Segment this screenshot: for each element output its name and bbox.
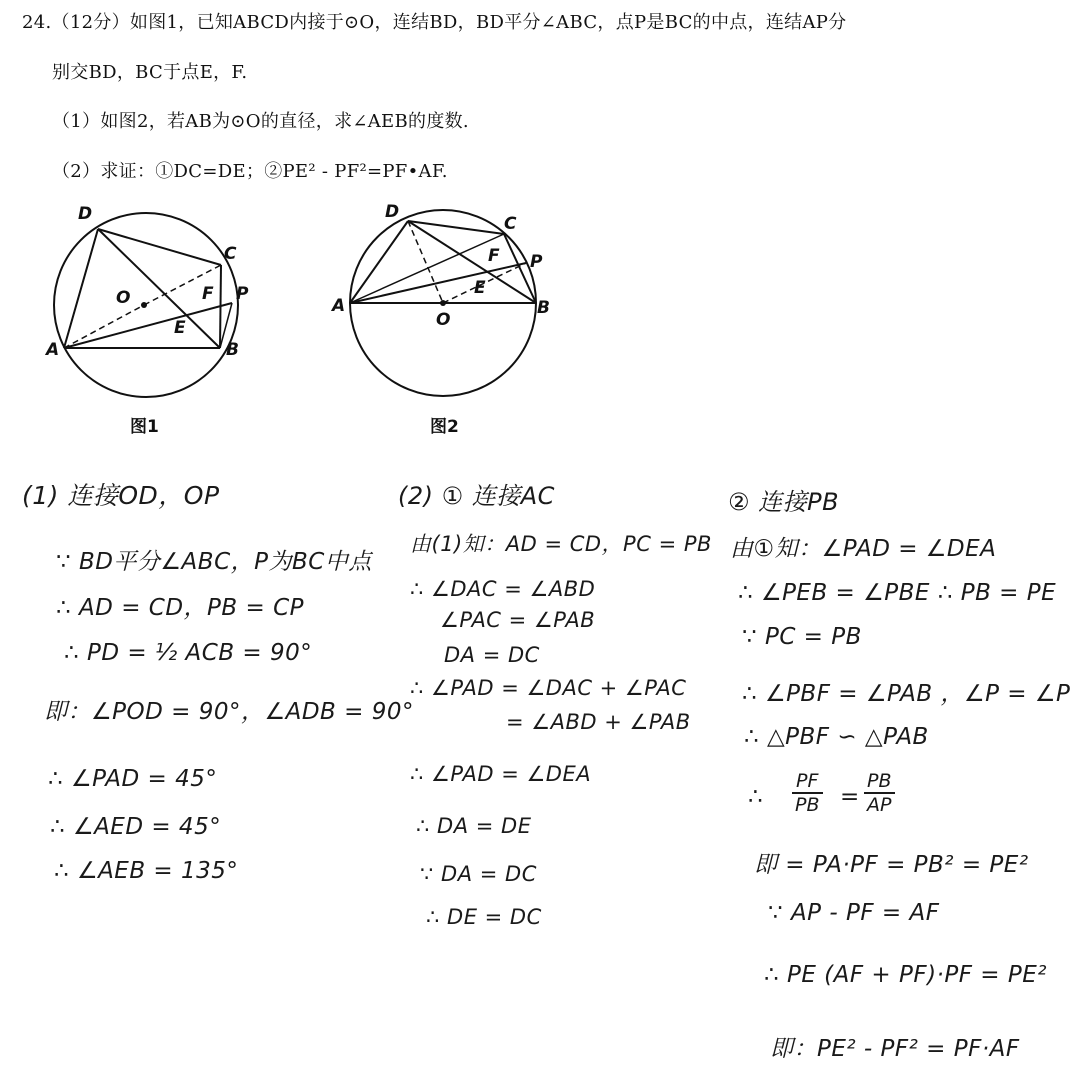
- solution3-line: ∵ AP - PF = AF: [768, 900, 940, 926]
- solution3-line: 由①知：∠PAD = ∠DEA: [730, 536, 997, 562]
- solution3-line: ∵ PC = PB: [742, 624, 862, 650]
- solution1-line: ∴ PD = ½ ACB = 90°: [64, 640, 313, 666]
- fig1-label-C: C: [224, 244, 237, 264]
- figure-1-diagram: [40, 200, 270, 410]
- solution1-line: ∵ BD平分∠ABC，P为BC中点: [56, 549, 372, 575]
- problem-line-2: 别交BD，BC于点E，F.: [52, 62, 248, 83]
- fig2-label-P: P: [530, 252, 543, 272]
- fraction-pb-ap: [864, 770, 895, 816]
- fig2-label-A: A: [332, 296, 346, 316]
- solution2-line: 由(1)知：AD = CD，PC = PB: [410, 532, 712, 556]
- fig1-label-D: D: [78, 204, 93, 224]
- solution3-line: ∴ PE (AF + PF)·PF = PE²: [764, 962, 1047, 988]
- problem-line-1: 24.（12分）如图1，已知ABCD内接于⊙O，连结BD，BD平分∠ABC，点P是BC的中点，连结AP分: [22, 12, 847, 33]
- solution2-line: ∠PAC = ∠PAB: [440, 608, 596, 632]
- solution3-title: ② 连接PB: [728, 488, 840, 516]
- solution2-line: DA = DC: [444, 643, 540, 667]
- solution2-line: ∵ DA = DC: [420, 862, 537, 886]
- solution3-therefore: ∴: [748, 784, 764, 810]
- solution2-line: ∴ DE = DC: [426, 905, 542, 929]
- question-1: （1）如图2，若AB为⊙O的直径，求∠AEB的度数.: [52, 111, 469, 132]
- fig2-label-E: E: [474, 278, 486, 298]
- figure-2-diagram: [340, 200, 550, 410]
- solution1-line: ∴ AD = CD，PB = CP: [56, 595, 305, 621]
- fig1-label-B: B: [226, 340, 239, 360]
- fig1-label-F: F: [202, 284, 214, 304]
- fig1-label-E: E: [174, 318, 186, 338]
- question-2: （2）求证：①DC=DE；②PE² - PF²=PF•AF.: [52, 161, 448, 182]
- solution1-line: 即：∠POD = 90°，∠ADB = 90°: [44, 699, 414, 725]
- fig2-label-C: C: [504, 214, 517, 234]
- solution3-line: ∴ ∠PEB = ∠PBE ∴ PB = PE: [738, 580, 1057, 606]
- solution2-line: ∴ ∠DAC = ∠ABD: [410, 577, 596, 601]
- solution3-line: ∴ △PBF ∽ △PAB: [744, 724, 929, 750]
- fraction-numerator: PF: [792, 770, 823, 794]
- solution3-line: ∴ ∠PBF = ∠PAB ，∠P = ∠P: [742, 681, 1071, 707]
- fig2-label-F: F: [488, 246, 500, 266]
- fraction-denominator: AP: [867, 794, 892, 816]
- fig2-label-D: D: [385, 202, 400, 222]
- fig1-label-A: A: [46, 340, 60, 360]
- solution2-line: ∴ DA = DE: [416, 814, 532, 838]
- solution2-line: ∴ ∠PAD = ∠DEA: [410, 762, 592, 786]
- solution2-line: ∴ ∠PAD = ∠DAC + ∠PAC: [410, 676, 687, 700]
- solution1-line: ∴ ∠PAD = 45°: [48, 766, 218, 792]
- solution3-line: 即 = PA·PF = PB² = PE²: [754, 852, 1029, 878]
- fraction-pf-pb: [792, 770, 823, 816]
- solution2-title: (2) ① 连接AC: [398, 482, 555, 510]
- solution2-line: = ∠ABD + ∠PAB: [506, 710, 691, 734]
- fig2-label-B: B: [537, 298, 550, 318]
- figure-2-caption: 图2: [430, 417, 459, 437]
- fig1-label-P: P: [236, 284, 249, 304]
- fraction-numerator: PB: [864, 770, 895, 794]
- fig1-label-O: O: [116, 288, 131, 308]
- solution1-line: ∴ ∠AEB = 135°: [54, 858, 239, 884]
- fig2-label-O: O: [436, 310, 451, 330]
- solution1-title: (1) 连接OD，OP: [22, 481, 220, 510]
- fraction-denominator: PB: [795, 794, 820, 816]
- solution1-line: ∴ ∠AED = 45°: [50, 814, 222, 840]
- figure-1-caption: 图1: [130, 417, 159, 437]
- fraction-equals: =: [840, 784, 860, 810]
- solution3-line: 即：PE² - PF² = PF·AF: [770, 1036, 1020, 1062]
